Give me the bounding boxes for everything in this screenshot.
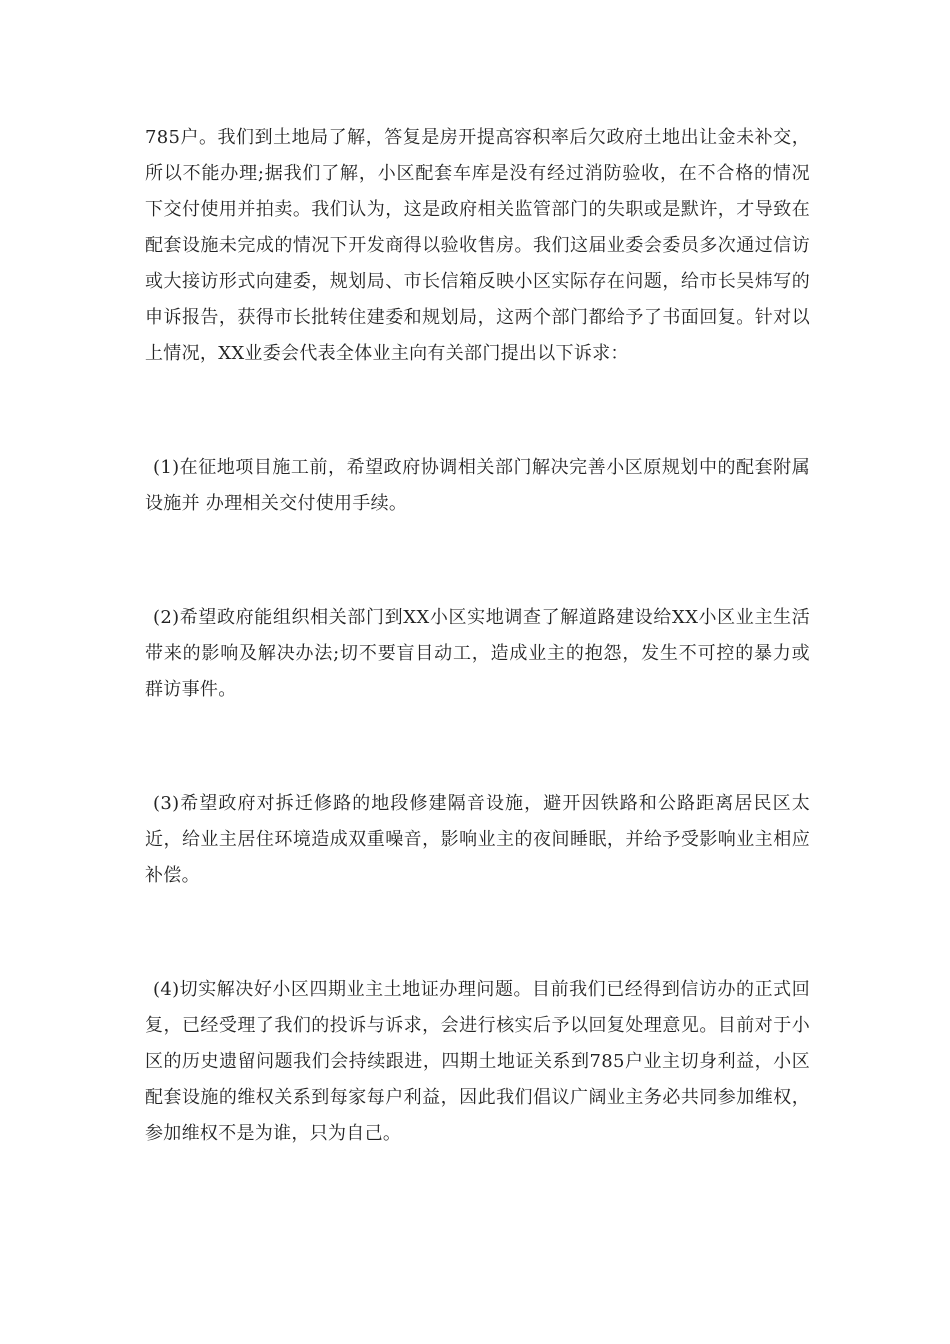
- request-item-1: (1)在征地项目施工前，希望政府协调相关部门解决完善小区原规划中的配套附属设施并 办理相关交付使用手续。: [145, 457, 810, 514]
- paragraph-spacer: [145, 522, 810, 600]
- paragraph-spacer: [145, 372, 810, 450]
- request-item-4: (4)切实解决好小区四期业主土地证办理问题。目前我们已经得到信访办的正式回复，已经受理了我们的投诉与诉求，会进行核实后予以回复处理意见。目前对于小区的历史遗留问题我们会持续跟进，四期土地证关系到785户业主切身利益，小区配套设施的维权关系到每家每户利益，因此我们倡议广阔业主务必共同参加维权，参加维权不是为谁，只为自己。: [145, 979, 810, 1144]
- paragraph-spacer: [145, 708, 810, 786]
- request-item-2: (2)希望政府能组织相关部门到XX小区实地调查了解道路建设给XX小区业主生活带来的影响及解决办法;切不要盲目动工，造成业主的抱怨，发生不可控的暴力或群访事件。: [145, 607, 810, 700]
- request-item-3: (3)希望政府对拆迁修路的地段修建隔音设施，避开因铁路和公路距离居民区太近，给业主居住环境造成双重噪音，影响业主的夜间睡眠，并给予受影响业主相应补偿。: [145, 793, 810, 886]
- paragraph-spacer: [145, 894, 810, 972]
- document-body: [145, 120, 810, 1152]
- intro-paragraph: 785户。我们到土地局了解，答复是房开提高容积率后欠政府土地出让金未补交，所以不能办理;据我们了解，小区配套车库是没有经过消防验收，在不合格的情况下交付使用并拍卖。我们认为，这是政府相关监管部门的失职或是默许，才导致在配套设施未完成的情况下开发商得以验收售房。我们这届业委会委员多次通过信访或大接访形式向建委，规划局、市长信箱反映小区实际存在问题，给市长吴炜写的申诉报告，获得市长批转住建委和规划局，这两个部门都给予了书面回复。针对以上情况，XX业委会代表全体业主向有关部门提出以下诉求：: [145, 127, 810, 364]
